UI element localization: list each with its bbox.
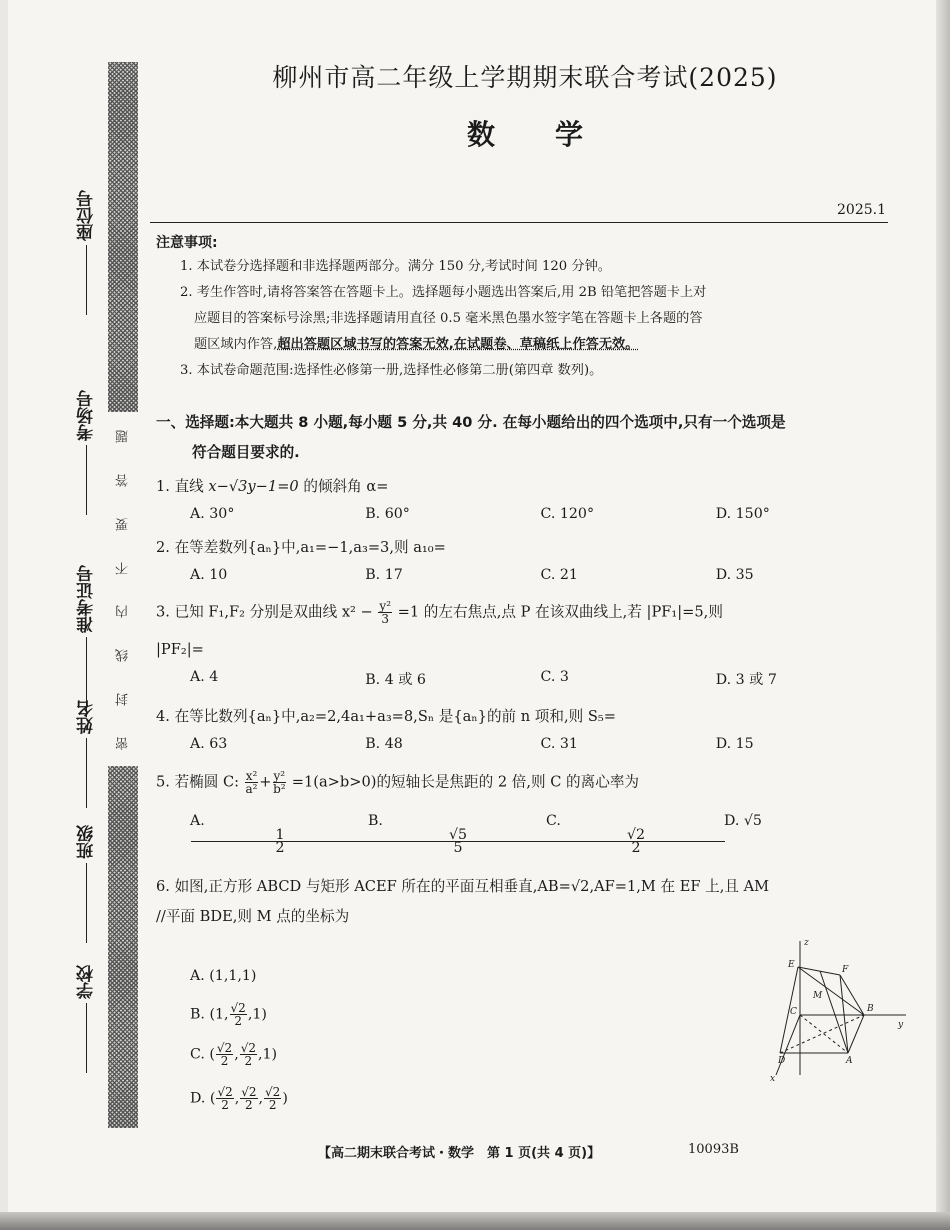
option-text: , (234, 1090, 240, 1107)
option-text: D. ( (190, 1090, 216, 1107)
option-b[interactable]: B. 60° (365, 506, 410, 522)
option-b[interactable]: B. 17 (365, 567, 403, 583)
fraction (369, 829, 547, 854)
frac-den: 2 (220, 1054, 229, 1068)
note-item: 2. 考生作答时,请将答案答在答题卡上。选择题每小题选出答案后,用 2B 铅笔把答题卡上对 (180, 285, 707, 300)
frac-den: 2 (631, 840, 641, 856)
label-C: C (790, 1007, 797, 1017)
edge-EB (798, 967, 864, 1015)
frac-num: x² (245, 769, 258, 783)
frac-num: √2 (230, 1001, 246, 1015)
option-a[interactable]: A. 4 (190, 669, 219, 685)
fraction (264, 1086, 281, 1111)
exam-date: 2025.1 (837, 202, 886, 218)
section-line: 符合题目要求的. (192, 444, 300, 461)
frac-den: 2 (221, 1098, 229, 1112)
option-b[interactable]: B. 4 或 6 (365, 672, 426, 688)
notes-heading: 注意事项: (156, 235, 218, 251)
frac-den: 3 (381, 612, 390, 626)
frac-num: y² (379, 599, 392, 613)
section-line: 一、选择题:本大题共 8 小题,每小题 5 分,共 40 分. 在每小题给出的四个选项中,只有一个选项是 (156, 414, 786, 431)
option-text: , (258, 1090, 264, 1107)
option-d[interactable]: D. 150° (715, 506, 770, 522)
student-info-fields (66, 60, 106, 1140)
seal-char: 线 (115, 649, 131, 663)
field-label: 考场号 (76, 390, 97, 441)
options (190, 567, 891, 583)
option-c[interactable] (190, 1042, 277, 1067)
option-d[interactable]: D. 3 或 7 (715, 672, 777, 688)
frac-den: 5 (453, 840, 463, 856)
label-D: D (778, 1056, 786, 1066)
note-text: 题区域内作答, (194, 337, 278, 352)
option-text: ,1) (247, 1006, 267, 1023)
label-B: B (867, 1004, 874, 1014)
stem-text: 5. 若椭圆 C: (156, 773, 240, 791)
field-name[interactable] (66, 700, 106, 808)
edge-AB (848, 1015, 864, 1053)
frac-den: a² (245, 782, 258, 796)
question-stem (156, 476, 891, 498)
option-d[interactable]: D. 15 (715, 736, 754, 752)
option-d[interactable] (190, 1086, 288, 1111)
frac-num: √2 (240, 1041, 256, 1055)
field-admission-number[interactable] (66, 565, 106, 717)
question-stem (156, 770, 891, 795)
fraction (191, 829, 369, 854)
seal-char: 内 (115, 605, 131, 619)
options (190, 813, 891, 854)
seal-char: 不 (115, 561, 131, 575)
fraction (547, 829, 725, 854)
note-item-cont (180, 332, 890, 358)
field-label: 学校 (76, 965, 97, 999)
question-stem-cont: |PF₂|= (156, 641, 204, 658)
options (190, 506, 891, 522)
label-E: E (788, 960, 795, 970)
frac-den: 2 (245, 1098, 253, 1112)
field-label: 姓名 (76, 700, 97, 734)
page-footer: 【高二期末联合考试・数学 第 1 页(共 4 页)】 (318, 1146, 601, 1161)
field-seat-number[interactable] (66, 190, 106, 315)
option-b[interactable] (190, 1002, 267, 1027)
option-text: ,1) (257, 1046, 278, 1063)
label-x: x (770, 1074, 776, 1084)
fraction (240, 1086, 257, 1111)
fraction (240, 1042, 257, 1067)
option-c[interactable] (546, 813, 724, 854)
options (190, 736, 891, 752)
frac-num: √2 (216, 1041, 233, 1055)
label-F: F (842, 965, 849, 975)
question-2 (156, 537, 891, 583)
page-bottom-shadow (0, 1212, 950, 1230)
geometry-figure (760, 935, 910, 1085)
option-a[interactable]: A. 30° (190, 506, 235, 522)
x-axis (776, 1015, 800, 1075)
option-a[interactable]: A. 63 (190, 736, 228, 752)
frac-num: 1 (191, 829, 369, 842)
note-item-cont: 应题目的答案标号涂黑;非选择题请用直径 0.5 毫米黑色墨水签字笔在答题卡上各题的答 (194, 311, 703, 326)
option-text: C. ( (190, 1046, 215, 1063)
stem-text: 1. 直线 (156, 478, 209, 495)
frac-num: √2 (265, 1085, 281, 1099)
note-item: 1. 本试卷分选择题和非选择题两部分。满分 150 分,考试时间 120 分钟。 (180, 259, 611, 274)
question-stem: 6. 如图,正方形 ABCD 与矩形 ACEF 所在的平面互相垂直,AB=√2,AF=1,M 在 EF 上,且 AM (156, 878, 770, 895)
question-1 (156, 476, 891, 522)
stem-text: =1(a>b>0)的短轴长是焦距的 2 倍,则 C 的离心率为 (291, 773, 640, 791)
option-letter: A. (190, 813, 205, 829)
exam-title: 柳州市高二年级上学期期末联合考试(2025) (272, 63, 778, 92)
seal-char: 答 (115, 474, 131, 488)
option-a[interactable]: A. 10 (190, 567, 228, 583)
frac-num: √2 (241, 1085, 257, 1099)
option-b[interactable]: B. 48 (365, 736, 403, 752)
fraction (245, 770, 259, 795)
option-a[interactable]: A. (1,1,1) (190, 968, 257, 984)
stem-text: 的倾斜角 α= (298, 478, 389, 495)
question-5 (156, 770, 891, 854)
question-stem: 4. 在等比数列{aₙ}中,a₂=2,4a₁+a₃=8,Sₙ 是{aₙ}的前 n 项和,则 S₅= (156, 708, 616, 725)
seal-char: 要 (115, 517, 131, 531)
option-c[interactable]: C. 3 (540, 669, 569, 685)
seal-char: 封 (115, 692, 131, 706)
label-z: z (804, 938, 809, 948)
option-b[interactable] (368, 813, 546, 854)
fraction (216, 1042, 233, 1067)
options (190, 669, 891, 689)
exam-subject: 数学 (466, 118, 643, 151)
option-letter: B. (368, 813, 383, 829)
question-3 (156, 600, 891, 689)
field-exam-room[interactable] (66, 390, 106, 515)
option-text: , (234, 1046, 239, 1063)
option-d[interactable]: D. √5 (724, 813, 762, 829)
stem-text: =1 的左右焦点,点 P 在该双曲线上,若 |PF₁|=5,则 (397, 603, 723, 621)
header-rule (150, 222, 888, 223)
frac-num: √2 (217, 1085, 233, 1099)
paper-code: 10093B (688, 1142, 739, 1157)
option-text: B. (1, (190, 1006, 229, 1023)
seal-char: 密 (115, 736, 131, 750)
option-c[interactable]: C. 31 (540, 736, 578, 752)
label-A: A (846, 1056, 853, 1066)
note-item: 3. 本试卷命题范围:选择性必修第一册,选择性必修第二册(第四章 数列)。 (180, 363, 603, 378)
option-letter: C. (546, 813, 561, 829)
page-edge-shadow (936, 0, 950, 1230)
fraction (378, 600, 392, 625)
question-stem-cont: //平面 BDE,则 M 点的坐标为 (156, 908, 350, 925)
field-label: 准考证号 (76, 565, 97, 633)
frac-den: 2 (268, 1098, 277, 1112)
option-c[interactable]: C. 120° (540, 506, 595, 522)
field-class[interactable] (66, 825, 106, 943)
option-d[interactable]: D. 35 (715, 567, 754, 583)
option-a[interactable] (190, 813, 368, 854)
frac-num: √5 (369, 829, 547, 842)
label-M: M (813, 991, 823, 1001)
section-heading (156, 408, 896, 468)
question-6 (156, 876, 891, 928)
note-emphasis: 超出答题区域书写的答案无效,在试题卷、草稿纸上作答无效。 (277, 337, 639, 352)
question-stem (156, 600, 891, 625)
field-label: 班级 (76, 825, 97, 859)
fraction (230, 1002, 247, 1027)
binding-hatch-top (108, 62, 138, 412)
edge-CA (800, 1015, 848, 1053)
field-label: 座位号 (76, 190, 97, 241)
field-school[interactable] (66, 965, 106, 1073)
stem-text: 3. 已知 F₁,F₂ 分别是双曲线 x² − (156, 603, 373, 621)
frac-den: 2 (244, 1054, 253, 1068)
frac-den: 2 (275, 840, 285, 856)
frac-num: y² (273, 769, 286, 783)
fraction (273, 770, 287, 795)
option-c[interactable]: C. 21 (540, 567, 578, 583)
frac-den: b² (273, 782, 286, 796)
notes-list (180, 254, 890, 384)
stem-text: + (259, 773, 272, 791)
binding-hatch-bottom (108, 766, 138, 1128)
seal-line-text (113, 415, 133, 765)
option-text: ) (282, 1090, 288, 1107)
frac-den: 2 (234, 1014, 242, 1028)
seal-char: 题 (115, 430, 131, 444)
frac-num: √2 (547, 829, 725, 842)
question-4 (156, 706, 891, 752)
question-stem: 2. 在等差数列{aₙ}中,a₁=−1,a₃=3,则 a₁₀= (156, 539, 446, 556)
fraction (216, 1086, 233, 1111)
label-y: y (898, 1020, 904, 1030)
stem-math: x−√3y−1=0 (208, 478, 299, 495)
